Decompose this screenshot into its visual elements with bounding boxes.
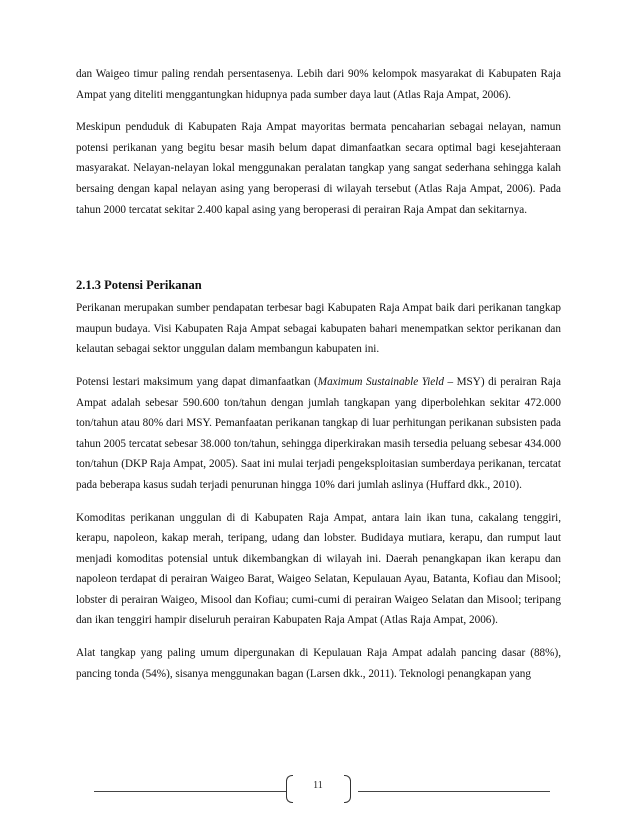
section-heading: 2.1.3 Potensi Perikanan bbox=[76, 278, 202, 293]
paragraph-msy bbox=[76, 372, 561, 496]
page-footer bbox=[94, 775, 550, 803]
paragraph-section-4: Alat tangkap yang paling umum dipergunakan di Kepulauan Raja Ampat adalah pancing dasar (88%), pancing tonda (54%), sisanya menggunakan bagan (Larsen dkk., 2011). Teknologi penangkapan yang bbox=[76, 647, 561, 680]
msy-italic-term: Maximum Sustainable Yield bbox=[317, 375, 444, 388]
page-body bbox=[76, 64, 561, 696]
paragraph-1: dan Waigeo timur paling rendah persentasenya. Lebih dari 90% kelompok masyarakat di Kabupaten Raja Ampat yang diteliti menggantungkan hidupnya pada sumber daya laut (Atlas Raja Ampat, 2006). bbox=[76, 68, 561, 101]
paragraph-section-3: Komoditas perikanan unggulan di di Kabupaten Raja Ampat, antara lain ikan tuna, cakalang tenggiri, kerapu, napoleon, kakap merah, teripang, udang dan lobster. Budidaya mutiara, kerapu, dan rumput laut menjadi komoditas potensial untuk dikembangkan di wilayah ini. Daerah penangkapan ikan kerapu dan napoleon terdapat di perairan Waigeo Barat, Waigeo Selatan, Kepulauan Ayau, Batanta, Kofiau dan Misool; lobster di perairan Waigeo, Misool dan Kofiau; cumi-cumi di perairan Waigeo Selatan dan Misool; teripang dan ikan tenggiri hampir diseluruh perairan Kabupaten Raja Ampat (Atlas Raja Ampat, 2006). bbox=[76, 511, 561, 627]
footer-rule-right bbox=[358, 791, 550, 792]
msy-text-end: – MSY) di perairan Raja Ampat adalah sebesar 590.600 ton/tahun dengan jumlah tangkapan yang diperbolehkan sekitar 472.000 ton/tahun atau 80% dari MSY. Pemanfaatan perikanan tangkap di luar perhitungan perikanan subsisten pada tahun 2005 tercatat sebesar 38.000 ton/tahun, sehingga diperkirakan masih tersedia peluang sebesar 434.000 ton/tahun (DKP Raja Ampat, 2005). Saat ini mulai terjadi pengeksploitasian sumberdaya perikanan, tercatat pada beberapa kasus sudah terjadi penurunan hingga 10% dari jumlah aslinya (Huffard dkk., 2010). bbox=[76, 375, 561, 491]
page-number: 11 bbox=[313, 780, 323, 791]
footer-bracket-right bbox=[344, 775, 351, 803]
paragraph-2: Meskipun penduduk di Kabupaten Raja Ampat mayoritas bermata pencaharian sebagai nelayan, namun potensi perikanan yang begitu besar masih belum dapat dimanfaatkan secara optimal bagi kesejahteraan masyarakat. Nelayan-nelayan lokal menggunakan peralatan tangkap yang sangat sederhana sehingga kalah bersaing dengan kapal nelayan asing yang beroperasi di wilayah tersebut (Atlas Raja Ampat, 2006). Pada tahun 2000 tercatat sekitar 2.400 kapal asing yang beroperasi di perairan Raja Ampat dan sekitarnya. bbox=[76, 121, 561, 216]
msy-text-start: Potensi lestari maksimum yang dapat dimanfaatkan ( bbox=[76, 375, 318, 388]
paragraph-section-1: Perikanan merupakan sumber pendapatan terbesar bagi Kabupaten Raja Ampat baik dari perikanan tangkap maupun budaya. Visi Kabupaten Raja Ampat sebagai kabupaten bahari menempatkan sektor perikanan dan kelautan sebagai sektor unggulan dalam membangun kabupaten ini. bbox=[76, 302, 561, 356]
footer-rule-left bbox=[94, 791, 286, 792]
